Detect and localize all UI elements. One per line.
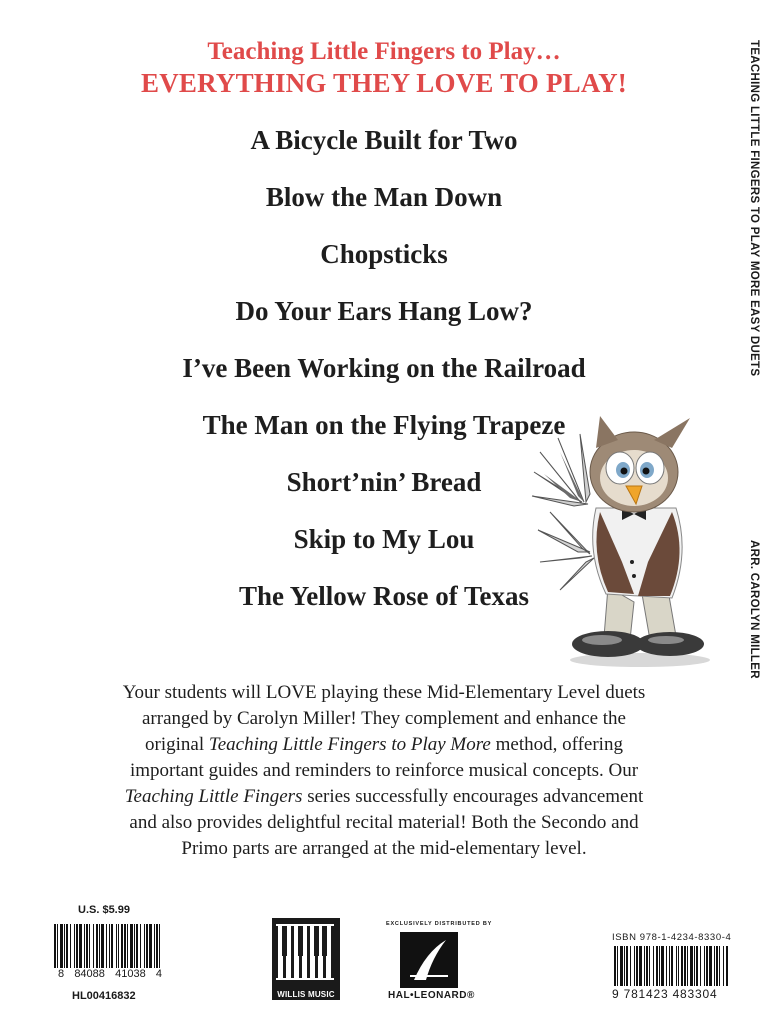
description-line: arranged by Carolyn Miller! They complement and enhance the xyxy=(142,708,626,729)
header-title: EVERYTHING THEY LOVE TO PLAY! xyxy=(141,68,627,98)
isbn-barcode xyxy=(612,946,730,986)
spine-arranger: ARR. CAROLYN MILLER xyxy=(748,540,760,679)
description xyxy=(60,680,708,862)
description-line: and also provides delightful recital material! Both the Secondo and xyxy=(129,812,639,833)
header-tagline: Teaching Little Fingers to Play… xyxy=(207,38,561,65)
description-line: Teaching Little Fingers series successfully encourages advancement xyxy=(124,786,644,807)
song-title: I’ve Been Working on the Railroad xyxy=(182,353,586,383)
hal-leonard-logo-icon xyxy=(400,932,458,988)
song-title: Blow the Man Down xyxy=(265,182,503,212)
song-title: The Yellow Rose of Texas xyxy=(238,581,529,611)
song-title: Do Your Ears Hang Low? xyxy=(235,296,533,326)
distributor-name: HAL•LEONARD® xyxy=(388,990,475,1001)
song-title: Short’nin’ Bread xyxy=(286,467,482,497)
series-title-italic: Teaching Little Fingers xyxy=(124,786,303,807)
description-line: Primo parts are arranged at the mid-elementary level. xyxy=(181,838,587,859)
song-title: Skip to My Lou xyxy=(293,524,475,554)
isbn-digits: 9 781423 483304 xyxy=(612,987,718,1001)
description-line: important guides and reminders to reinforce musical concepts. Our xyxy=(129,760,639,781)
song-title: The Man on the Flying Trapeze xyxy=(202,410,566,440)
description-line: original Teaching Little Fingers to Play More method, offering xyxy=(145,734,623,755)
book-title-italic: Teaching Little Fingers to Play More xyxy=(208,734,491,755)
isbn-label: ISBN 978-1-4234-8330-4 xyxy=(612,932,732,943)
publisher-label: WILLIS MUSIC xyxy=(277,990,335,999)
willis-music-logo-icon xyxy=(272,918,340,1000)
description-line: Your students will LOVE playing these Mid-Elementary Level duets xyxy=(122,682,646,703)
price-label: U.S. $5.99 xyxy=(78,904,130,916)
upc-barcode xyxy=(52,924,164,968)
song-title: Chopsticks xyxy=(320,239,448,269)
distributed-by-label: EXCLUSIVELY DISTRIBUTED BY xyxy=(386,921,493,927)
song-title: A Bicycle Built for Two xyxy=(250,125,518,155)
owl-mascot-icon xyxy=(530,412,720,672)
hl-product-code: HL00416832 xyxy=(72,990,136,1002)
upc-digits: 8 84088 41038 4 xyxy=(58,968,162,980)
spine-title: TEACHING LITTLE FINGERS TO PLAY MORE EASY DUETS xyxy=(748,40,760,377)
